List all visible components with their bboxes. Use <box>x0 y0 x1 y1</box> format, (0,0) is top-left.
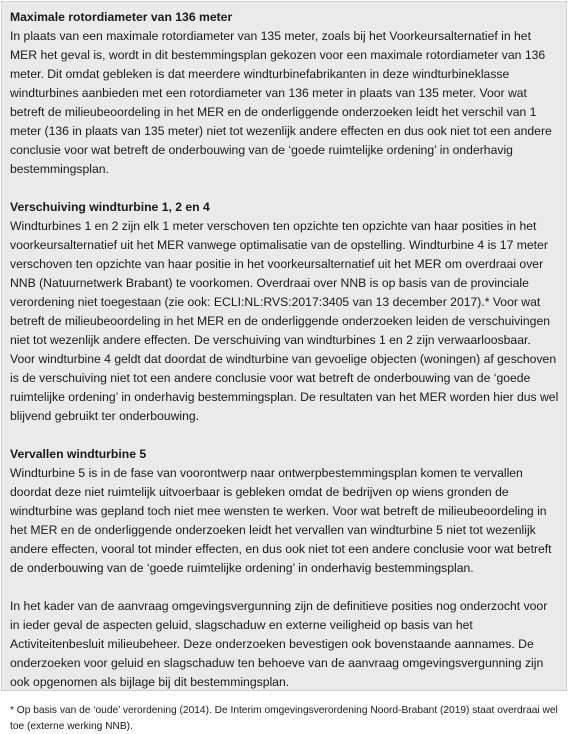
section-title: Verschuiving windturbine 1, 2 en 4 <box>10 200 210 214</box>
section-rotordiameter <box>10 8 559 179</box>
section-body: Windturbines 1 en 2 zijn elk 1 meter verschoven ten opzichte ten opzichte van haar posities in het voorkeursalternatief uit het MER vanwege optimalisatie van de opstelling. Windturbine 4 is 17 meter verschoven ten opzichte van haar positie in het voorkeursalternatief uit het MER om overdraai over NNB (Natuurnetwerk Brabant) te voorkomen. Overdraai over NNB is op basis van de provinciale verordening niet toegestaan (zie ook: ECLI:NL:RVS:2017:3405 van 13 december 2017).* Voor wat betreft de milieubeoordeling in het MER en de onderliggende onderzoeken leiden de verschuivingen niet tot wezenlijk andere effecten. De verschuiving van windturbines 1 en 2 zijn verwaarloosbaar. Voor windturbine 4 geldt dat doordat de windturbine van gevoelige objecten (woningen) af geschoven is de verschuiving niet tot een andere conclusie voor wat betreft de onderbouwing van de ‘goede ruimtelijke ordening’ in onderhavig bestemmingsplan. De resultaten van het MER worden hier dus wel blijvend gebruikt ter onderbouwing. <box>10 219 559 423</box>
closing-paragraph: In het kader van de aanvraag omgevingsvergunning zijn de definitieve posities nog onderzocht voor in ieder geval de aspecten geluid, slagschaduw en externe veiligheid op basis van het Activiteitenbesluit milieubeheer. Deze onderzoeken bevestigen ook bovenstaande aannames. De onderzoeken voor geluid en slagschaduw ten behoeve van de aanvraag omgevingsvergunning zijn ook opgenomen als bijlage bij dit bestemmingsplan. <box>10 599 548 689</box>
footnote: * Op basis van de ‘oude’ verordening (2014). De Interim omgevingsverordening Noord-Brabant (2019) staat overdraai wel toe (externe werking NNB). <box>10 705 558 732</box>
section-vervallen <box>10 445 559 578</box>
section-body: Windturbine 5 is in de fase van voorontwerp naar ontwerpbestemmingsplan komen te vervallen doordat deze niet ruimtelijk uitvoerbaar is gebleken omdat de bedrijven op wiens gronden de windturbine was gepland toch niet mee wensten te werken. Voor wat betreft de milieubeoordeling in het MER en de onderliggende onderzoeken leidt het vervallen van windturbine 5 niet tot wezenlijk andere effecten, vooral tot minder effecten, en dus ook niet tot een andere conclusie voor wat betreft de onderbouwing van de ‘goede ruimtelijke ordening’ in onderhavig bestemmingsplan. <box>10 466 552 575</box>
section-title: Maximale rotordiameter van 136 meter <box>10 10 233 24</box>
paragraph-gap <box>10 578 559 597</box>
paragraph-gap <box>10 692 559 703</box>
section-title: Vervallen windturbine 5 <box>10 447 147 461</box>
section-body: In plaats van een maximale rotordiameter van 135 meter, zoals bij het Voorkeursalternatief in het MER het geval is, wordt in dit bestemmingsplan gekozen voor een maximale rotordiameter van 136 meter. Dit omdat gebleken is dat meerdere windturbinefabrikanten in deze windturbineklasse windturbines aanbieden met een rotordiameter van 136 meter in plaats van 135 meter. Voor wat betreft de milieubeoordeling in het MER en de onderliggende onderzoeken leidt het verschil van 1 meter (136 in plaats van 135 meter) niet tot wezenlijk andere effecten en dus ook niet tot een andere conclusie voor wat betreft de onderbouwing van de ‘goede ruimtelijke ordening’ in onderhavig bestemmingsplan. <box>10 29 552 176</box>
paragraph-gap <box>10 179 559 198</box>
text-box <box>1 1 567 732</box>
section-verschuiving <box>10 198 559 426</box>
paragraph-gap <box>10 426 559 445</box>
